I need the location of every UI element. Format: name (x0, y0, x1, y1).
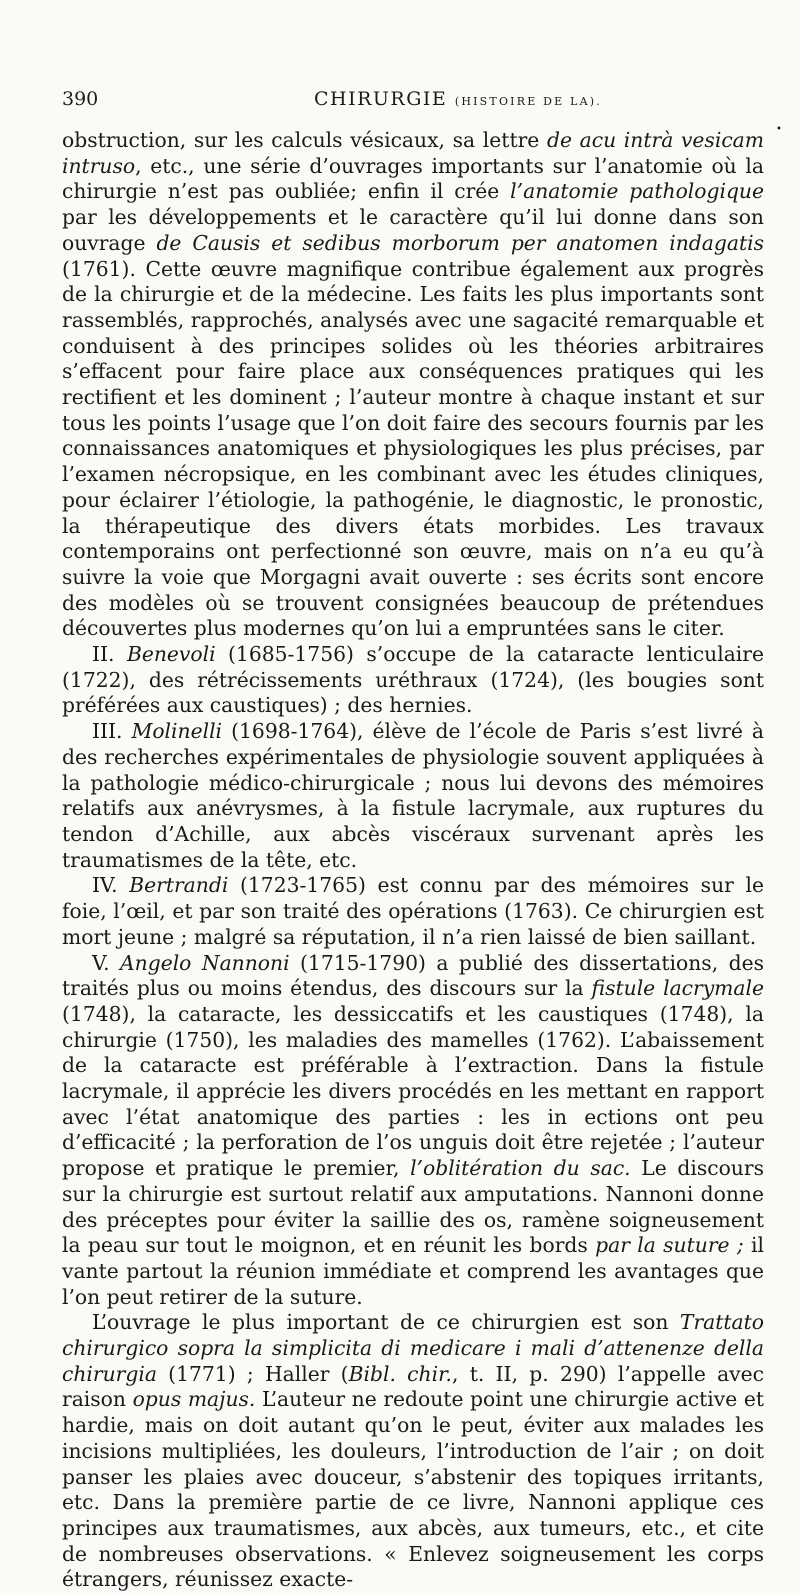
paragraph-morgagni: obstruction, sur les calculs vésicaux, sa lettre de acu intrà vesicam intruso, etc., une série d’ouvrages importants sur l’anatomie où la chirurgie n’est pas oubliée; enfin il crée l’anatomie pathologique par les développements et le caractère qu’il lui donne dans son ouvrage de Causis et sedibus morborum per anatomen indagatis (1761). Cette œuvre magnifique contribue également aux progrès de la chirurgie et de la médecine. Les faits les plus importants sont rassemblés, rapprochés, analysés avec une sagacité remarquable et conduisent à des principes solides où les théories arbitraires s’effacent pour faire place aux conséquences pratiques qui les rectifient et les dominent ; l’auteur montre à chaque instant et sur tous les points l’usage que l’on doit faire des secours fournis par les connaissances anatomiques et physiologiques les plus précises, par l’examen nécropsique, en les combinant avec les études cliniques, pour éclairer l’étiologie, la pathogénie, le diagnostic, le pronostic, la thérapeutique des divers états morbides. Les travaux contemporains ont perfectionné son œuvre, mais on n’a eu qu’à suivre la voie que Morgagni avait ouverte : ses écrits sont encore des modèles où se trouvent consignées beaucoup de prétendues découvertes plus modernes qu’on lui a empruntées sans le citer. (62, 128, 765, 641)
running-title (314, 88, 602, 110)
page-number: 390 (62, 88, 99, 110)
running-title-main: CHIRURGIE (314, 88, 448, 110)
margin-mark-icon: • (776, 124, 782, 135)
paragraph-bertrandi: IV. Bertrandi (1723-1765) est connu par des mémoires sur le foie, l’œil, et par son traité des opérations (1763). Ce chirurgien est mort jeune ; malgré sa réputation, il n’a rien laissé de bien saillant. (62, 873, 764, 949)
paragraph-benevoli: II. Benevoli (1685-1756) s’occupe de la cataracte lenticulaire (1722), des rétrécissements uréthraux (1724), (les bougies sont préférées aux caustiques) ; des hernies. (62, 642, 764, 718)
paragraph-trattato: L’ouvrage le plus important de ce chirurgien est son Trattato chirurgico sopra la simplicita di medicare i mali d’attenenze della chirurgia (1771) ; Haller (Bibl. chir., t. II, p. 290) l’appelle avec raison opus majus. L’auteur ne redoute point une chirurgie active et hardie, mais on doit autant qu’on le peut, éviter aux malades les incisions multipliées, les douleurs, l’introduction de l’air ; on doit panser les plaies avec douceur, s’abstenir des topiques irritants, etc. Dans la première partie de ce livre, Nannoni applique ces principes aux traumatismes, aux abcès, aux tumeurs, etc., et cite de nombreuses observations. « Enlevez soigneusement les corps étrangers, réunissez exacte- (62, 1310, 765, 1592)
running-header (62, 88, 764, 128)
running-title-sub: (HISTOIRE DE LA). (454, 95, 602, 108)
paragraph-molinelli: III. Molinelli (1698-1764), élève de l’école de Paris s’est livré à des recherches expérimentales de physiologie souvent appliquées à la pathologie médico-chirurgicale ; nous lui devons des mémoires relatifs aux anévrysmes, à la fistule lacrymale, aux ruptures du tendon d’Achille, aux abcès viscéraux survenant après les traumatismes de la tête, etc. (62, 719, 764, 872)
paragraph-nannoni: V. Angelo Nannoni (1715-1790) a publié des dissertations, des traités plus ou moins étendus, des discours sur la fistule lacrymale (1748), la cataracte, les dessiccatifs et les caustiques (1748), la chirurgie (1750), les maladies des mamelles (1762). L’abaissement de la cataracte est préférable à l’extraction. Dans la fistule lacrymale, il apprécie les divers procédés en les mettant en rapport avec l’état anatomique des parties : les in ections ont peu d’efficacité ; la perforation de l’os unguis doit être rejetée ; l’auteur propose et pratique le premier, l’oblitération du sac. Le discours sur la chirurgie est surtout relatif aux amputations. Nannoni donne des préceptes pour éviter la saillie des os, ramène soigneusement la peau sur tout le moignon, et en réunit les bords par la suture ; il vante partout la réunion immédiate et comprend les avantages que l’on peut retirer de la suture. (62, 950, 765, 1309)
body-text (62, 128, 764, 1593)
